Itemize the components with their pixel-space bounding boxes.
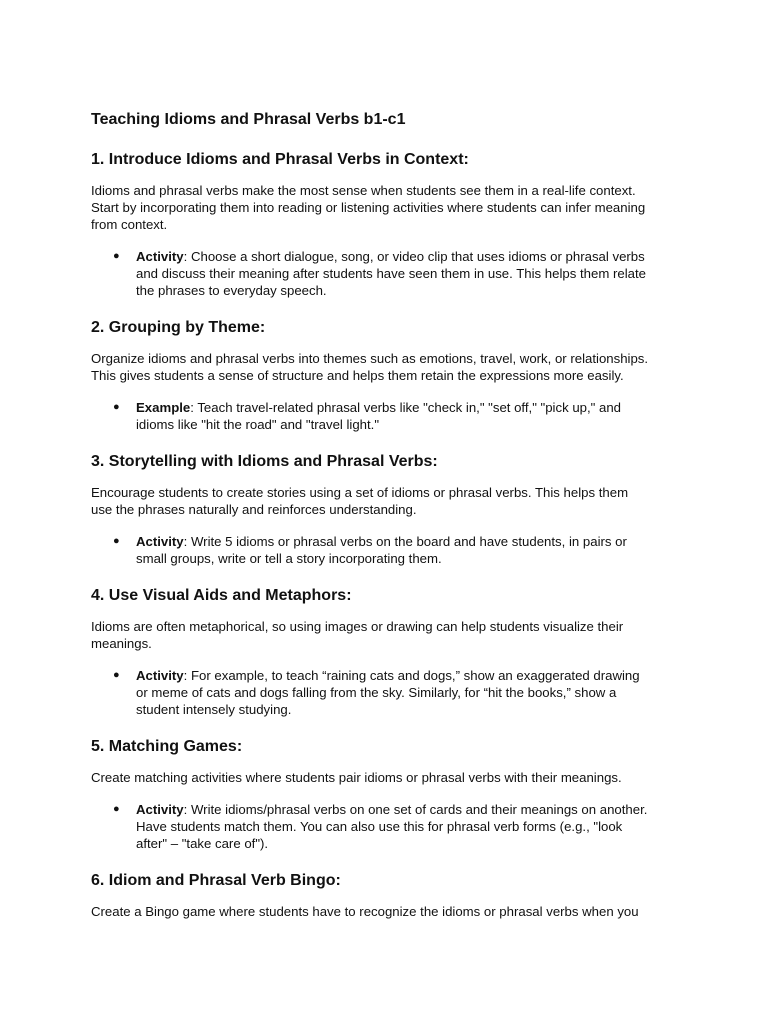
bullet-item xyxy=(91,399,681,433)
bullet-item xyxy=(91,533,681,567)
bullet-line: student intensely studying. xyxy=(136,702,292,717)
bullet-list xyxy=(91,667,681,718)
section-heading: 4. Use Visual Aids and Metaphors: xyxy=(91,587,352,604)
section-heading: 1. Introduce Idioms and Phrasal Verbs in Context: xyxy=(91,151,469,168)
paragraph-line: Start by incorporating them into reading or listening activities where students can infer meaning xyxy=(91,200,646,215)
bullet-line: Have students match them. You can also use this for phrasal verb forms (e.g., "look xyxy=(136,819,623,834)
paragraph-line: meanings. xyxy=(91,636,152,651)
paragraph-line: use the phrases naturally and reinforces understanding. xyxy=(91,502,417,517)
bullet-dot-icon: ● xyxy=(113,803,120,815)
section-heading: 6. Idiom and Phrasal Verb Bingo: xyxy=(91,872,341,889)
bullet-line: idioms like "hit the road" and "travel light." xyxy=(136,417,380,432)
bullet-lead-label: Activity xyxy=(136,802,184,817)
section-paragraph xyxy=(91,350,681,384)
section-heading: 2. Grouping by Theme: xyxy=(91,319,266,336)
bullet-line: : For example, to teach “raining cats and dogs,” show an exaggerated drawing xyxy=(183,668,640,683)
document-title: Teaching Idioms and Phrasal Verbs b1-c1 xyxy=(91,111,406,128)
paragraph-line: This gives students a sense of structure and helps them retain the expressions more easily. xyxy=(91,368,624,383)
bullet-lead-label: Activity xyxy=(136,534,184,549)
bullet-item xyxy=(91,667,681,718)
paragraph-line: Encourage students to create stories using a set of idioms or phrasal verbs. This helps them xyxy=(91,485,629,500)
paragraph-line: Idioms and phrasal verbs make the most sense when students see them in a real-life context. xyxy=(91,183,636,198)
section-paragraph xyxy=(91,484,681,518)
section-4 xyxy=(91,586,681,737)
bullet-dot-icon: ● xyxy=(113,669,120,681)
bullet-line: : Teach travel-related phrasal verbs like "check in," "set off," "pick up," and xyxy=(190,400,622,415)
bullet-line: : Write 5 idioms or phrasal verbs on the board and have students, in pairs or xyxy=(183,534,627,549)
bullet-lead-label: Activity xyxy=(136,668,184,683)
section-3 xyxy=(91,452,681,586)
bullet-line: : Write idioms/phrasal verbs on one set of cards and their meanings on another. xyxy=(183,802,648,817)
bullet-dot-icon: ● xyxy=(113,535,120,547)
section-paragraph xyxy=(91,182,681,233)
section-heading: 3. Storytelling with Idioms and Phrasal Verbs: xyxy=(91,453,438,470)
section-paragraph xyxy=(91,903,681,920)
bullet-line: small groups, write or tell a story incorporating them. xyxy=(136,551,442,566)
bullet-line: after" – "take care of"). xyxy=(136,836,269,851)
section-5 xyxy=(91,737,681,871)
document-page xyxy=(91,110,681,920)
bullet-lead-label: Example xyxy=(136,400,191,415)
bullet-lead-label: Activity xyxy=(136,249,184,264)
bullet-line: the phrases to everyday speech. xyxy=(136,283,327,298)
paragraph-line: from context. xyxy=(91,217,168,232)
paragraph-line: Idioms are often metaphorical, so using images or drawing can help students visualize their xyxy=(91,619,624,634)
section-paragraph xyxy=(91,618,681,652)
bullet-line: or meme of cats and dogs falling from the sky. Similarly, for “hit the books,” show a xyxy=(136,685,617,700)
bullet-dot-icon: ● xyxy=(113,250,120,262)
section-paragraph xyxy=(91,769,681,786)
bullet-line: and discuss their meaning after students have seen them in use. This helps them relate xyxy=(136,266,646,281)
paragraph-line: Create matching activities where students pair idioms or phrasal verbs with their meanings. xyxy=(91,770,622,785)
paragraph-line: Create a Bingo game where students have to recognize the idioms or phrasal verbs when you xyxy=(91,904,639,919)
bullet-line: : Choose a short dialogue, song, or video clip that uses idioms or phrasal verbs xyxy=(183,249,645,264)
bullet-list xyxy=(91,533,681,567)
bullet-dot-icon: ● xyxy=(113,401,120,413)
section-6 xyxy=(91,871,681,920)
bullet-list xyxy=(91,801,681,852)
section-2 xyxy=(91,318,681,452)
section-1 xyxy=(91,150,681,318)
bullet-item xyxy=(91,801,681,852)
paragraph-line: Organize idioms and phrasal verbs into themes such as emotions, travel, work, or relationships. xyxy=(91,351,649,366)
bullet-list xyxy=(91,248,681,299)
bullet-item xyxy=(91,248,681,299)
bullet-list xyxy=(91,399,681,433)
section-heading: 5. Matching Games: xyxy=(91,738,243,755)
